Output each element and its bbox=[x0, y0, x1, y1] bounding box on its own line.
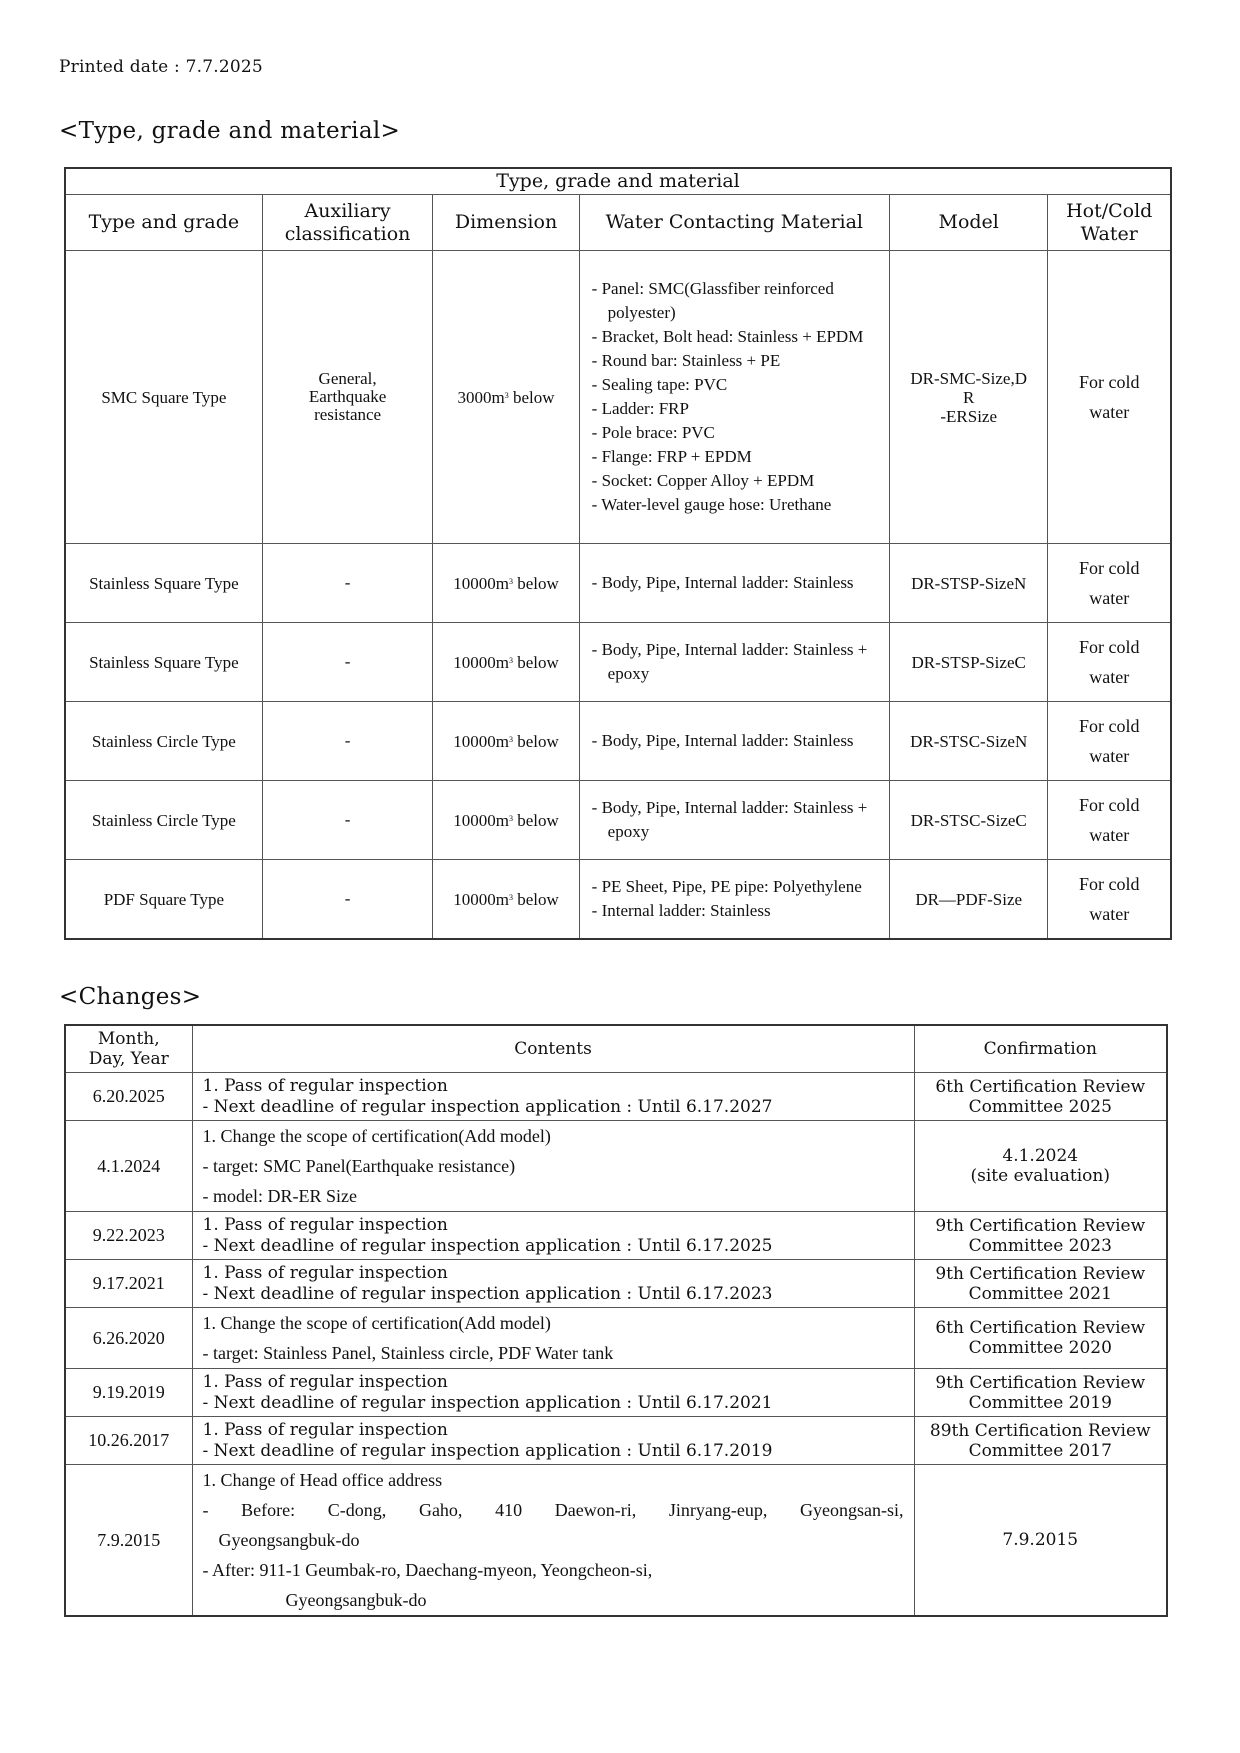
confirmation-line: Committee 2023 bbox=[968, 1235, 1112, 1256]
contents-line: 1. Change the scope of certification(Add model) bbox=[202, 1313, 551, 1333]
header-type-and-grade: Type and grade bbox=[65, 195, 262, 251]
cubic-superscript: 3 bbox=[509, 813, 513, 823]
type-and-grade-cell: Stainless Circle Type bbox=[65, 781, 262, 860]
type-grade-material-table bbox=[64, 167, 1172, 940]
table-row bbox=[65, 1212, 1167, 1260]
header-contents: Contents bbox=[192, 1025, 914, 1073]
material-line: - Pole brace: PVC bbox=[591, 423, 715, 442]
model-line: R bbox=[963, 387, 975, 407]
contents-line: - model: DR-ER Size bbox=[202, 1186, 357, 1206]
contents-cell bbox=[192, 1121, 914, 1212]
contents-line: 1. Pass of regular inspection bbox=[202, 1371, 448, 1392]
contents-line: - Before: C-dong, Gaho, 410 Daewon-ri, Jinryang-eup, Gyeongsan-si, bbox=[202, 1500, 904, 1520]
confirmation-line: Committee 2021 bbox=[968, 1283, 1112, 1304]
section-title-type-grade-material: <Type, grade and material> bbox=[59, 118, 401, 144]
confirmation-cell bbox=[914, 1465, 1167, 1617]
contents-line: 1. Change of Head office address bbox=[202, 1470, 443, 1490]
table-row bbox=[65, 702, 1171, 781]
material-line: - Body, Pipe, Internal ladder: Stainless bbox=[591, 731, 854, 750]
changes-table bbox=[64, 1024, 1168, 1617]
type-and-grade-cell: Stainless Square Type bbox=[65, 623, 262, 702]
cubic-superscript: 3 bbox=[504, 390, 509, 400]
date-cell: 9.22.2023 bbox=[65, 1212, 192, 1260]
header-hot-cold-water: Hot/Cold Water bbox=[1048, 195, 1171, 251]
material-line: - Socket: Copper Alloy + EPDM bbox=[591, 471, 815, 490]
auxiliary-classification-cell bbox=[262, 860, 433, 940]
contents-cell bbox=[192, 1465, 914, 1617]
contents-line: - target: Stainless Panel, Stainless circle, PDF Water tank bbox=[202, 1343, 614, 1363]
table-caption: Type, grade and material bbox=[65, 168, 1171, 195]
confirmation-cell bbox=[914, 1369, 1167, 1417]
aux-line: - bbox=[344, 652, 351, 671]
model-line: -ERSize bbox=[940, 406, 998, 426]
dimension-cell: $3000m^3$ below bbox=[433, 251, 579, 544]
auxiliary-classification-cell bbox=[262, 781, 433, 860]
confirmation-line: 9th Certification Review bbox=[935, 1372, 1146, 1393]
contents-line: 1. Pass of regular inspection bbox=[202, 1419, 448, 1440]
table-row bbox=[65, 1073, 1167, 1121]
contents-cell bbox=[192, 1417, 914, 1465]
material-line: - Body, Pipe, Internal ladder: Stainless + epoxy bbox=[591, 798, 868, 841]
contents-cell bbox=[192, 1073, 914, 1121]
table-row bbox=[65, 1369, 1167, 1417]
table-row bbox=[65, 1308, 1167, 1369]
table-row bbox=[65, 1121, 1167, 1212]
material-line: - Body, Pipe, Internal ladder: Stainless bbox=[591, 573, 854, 592]
confirmation-line: 9th Certification Review bbox=[935, 1263, 1146, 1284]
water-contacting-material-cell bbox=[579, 251, 889, 544]
model-line: DR-STSC-SizeC bbox=[910, 810, 1027, 830]
model-cell bbox=[889, 860, 1047, 940]
hot-cold-water-cell: For cold water bbox=[1048, 623, 1171, 702]
contents-cell bbox=[192, 1260, 914, 1308]
aux-line: General, bbox=[318, 369, 377, 388]
contents-line: - After: 911-1 Geumbak-ro, Daechang-myeon, Yeongcheon-si, bbox=[202, 1560, 653, 1580]
confirmation-line: 9th Certification Review bbox=[935, 1215, 1146, 1236]
contents-line: 1. Pass of regular inspection bbox=[202, 1214, 448, 1235]
type-and-grade-cell: SMC Square Type bbox=[65, 251, 262, 544]
confirmation-line: Committee 2019 bbox=[968, 1392, 1112, 1413]
water-contacting-material-cell bbox=[579, 702, 889, 781]
date-cell: 7.9.2015 bbox=[65, 1465, 192, 1617]
contents-line: 1. Change the scope of certification(Add model) bbox=[202, 1126, 551, 1146]
confirmation-line: Committee 2017 bbox=[968, 1440, 1112, 1461]
water-contacting-material-cell bbox=[579, 544, 889, 623]
confirmation-cell bbox=[914, 1121, 1167, 1212]
hot-cold-water-cell: For cold water bbox=[1048, 702, 1171, 781]
confirmation-line: 7.9.2015 bbox=[1002, 1530, 1079, 1550]
water-contacting-material-cell bbox=[579, 623, 889, 702]
contents-line: Gyeongsangbuk-do bbox=[218, 1530, 360, 1550]
hot-cold-water-cell: For cold water bbox=[1048, 251, 1171, 544]
material-line: - Panel: SMC(Glassfiber reinforced polyester) bbox=[591, 279, 834, 322]
contents-cell bbox=[192, 1212, 914, 1260]
contents-line: - Next deadline of regular inspection application : Until 6.17.2019 bbox=[202, 1440, 773, 1461]
hot-cold-water-cell: For cold water bbox=[1048, 860, 1171, 940]
material-line: - Bracket, Bolt head: Stainless + EPDM bbox=[591, 327, 864, 346]
header-date: Month, Day, Year bbox=[65, 1025, 192, 1073]
table-row bbox=[65, 544, 1171, 623]
dimension-cell: $10000m^3$ below bbox=[433, 781, 579, 860]
date-cell: 4.1.2024 bbox=[65, 1121, 192, 1212]
contents-cell bbox=[192, 1369, 914, 1417]
contents-line: - Next deadline of regular inspection application : Until 6.17.2025 bbox=[202, 1235, 773, 1256]
table-row bbox=[65, 781, 1171, 860]
material-line: - Internal ladder: Stainless bbox=[591, 901, 771, 920]
table-row bbox=[65, 1260, 1167, 1308]
table-row bbox=[65, 1417, 1167, 1465]
contents-line: - target: SMC Panel(Earthquake resistance) bbox=[202, 1156, 516, 1176]
aux-line: - bbox=[344, 810, 351, 829]
table-row bbox=[65, 1465, 1167, 1617]
cubic-superscript: 3 bbox=[509, 576, 513, 586]
aux-line: resistance bbox=[314, 405, 382, 424]
model-line: DR—PDF-Size bbox=[915, 889, 1023, 909]
confirmation-line: 6th Certification Review bbox=[935, 1076, 1146, 1097]
model-cell bbox=[889, 251, 1047, 544]
hot-cold-water-cell: For cold water bbox=[1048, 781, 1171, 860]
contents-line: - Next deadline of regular inspection application : Until 6.17.2021 bbox=[202, 1392, 773, 1413]
date-cell: 6.20.2025 bbox=[65, 1073, 192, 1121]
type-and-grade-cell: Stainless Square Type bbox=[65, 544, 262, 623]
auxiliary-classification-cell bbox=[262, 251, 433, 544]
type-and-grade-cell: PDF Square Type bbox=[65, 860, 262, 940]
confirmation-cell bbox=[914, 1417, 1167, 1465]
material-line: - Body, Pipe, Internal ladder: Stainless + epoxy bbox=[591, 640, 868, 683]
aux-line: - bbox=[344, 573, 351, 592]
model-line: DR-STSC-SizeN bbox=[910, 731, 1028, 751]
header-confirmation: Confirmation bbox=[914, 1025, 1167, 1073]
auxiliary-classification-cell bbox=[262, 623, 433, 702]
confirmation-cell bbox=[914, 1260, 1167, 1308]
cubic-superscript: 3 bbox=[509, 734, 513, 744]
confirmation-line: Committee 2020 bbox=[968, 1338, 1112, 1358]
cubic-superscript: 3 bbox=[509, 655, 513, 665]
material-line: - Sealing tape: PVC bbox=[591, 375, 728, 394]
confirmation-line: (site evaluation) bbox=[970, 1166, 1110, 1186]
model-cell bbox=[889, 702, 1047, 781]
material-line: - Round bar: Stainless + PE bbox=[591, 351, 781, 370]
hot-cold-water-cell: For cold water bbox=[1048, 544, 1171, 623]
table-row bbox=[65, 623, 1171, 702]
water-contacting-material-cell bbox=[579, 781, 889, 860]
auxiliary-classification-cell bbox=[262, 544, 433, 623]
contents-line: 1. Pass of regular inspection bbox=[202, 1262, 448, 1283]
type-and-grade-cell: Stainless Circle Type bbox=[65, 702, 262, 781]
dimension-cell: $10000m^3$ below bbox=[433, 623, 579, 702]
model-cell bbox=[889, 623, 1047, 702]
confirmation-cell bbox=[914, 1308, 1167, 1369]
confirmation-line: 4.1.2024 bbox=[1002, 1146, 1079, 1166]
auxiliary-classification-cell bbox=[262, 702, 433, 781]
header-water-contacting-material: Water Contacting Material bbox=[579, 195, 889, 251]
material-line: - Water-level gauge hose: Urethane bbox=[591, 495, 832, 514]
material-line: - Ladder: FRP bbox=[591, 399, 689, 418]
header-dimension: Dimension bbox=[433, 195, 579, 251]
confirmation-line: 89th Certification Review bbox=[929, 1420, 1151, 1441]
model-line: DR-STSP-SizeN bbox=[911, 573, 1027, 593]
contents-line: - Next deadline of regular inspection application : Until 6.17.2027 bbox=[202, 1096, 773, 1117]
dimension-cell: $10000m^3$ below bbox=[433, 702, 579, 781]
aux-line: - bbox=[344, 889, 351, 908]
material-line: - PE Sheet, Pipe, PE pipe: Polyethylene bbox=[591, 877, 862, 896]
cubic-superscript: 3 bbox=[509, 892, 513, 902]
aux-line: - bbox=[344, 731, 351, 750]
table-row bbox=[65, 860, 1171, 940]
model-cell bbox=[889, 781, 1047, 860]
contents-line: 1. Pass of regular inspection bbox=[202, 1075, 448, 1096]
table-row bbox=[65, 251, 1171, 544]
header-model: Model bbox=[889, 195, 1047, 251]
model-cell bbox=[889, 544, 1047, 623]
header-auxiliary-classification: Auxiliary classification bbox=[262, 195, 433, 251]
water-contacting-material-cell bbox=[579, 860, 889, 940]
contents-cell bbox=[192, 1308, 914, 1369]
date-cell: 9.17.2021 bbox=[65, 1260, 192, 1308]
contents-line: - Next deadline of regular inspection application : Until 6.17.2023 bbox=[202, 1283, 773, 1304]
confirmation-cell bbox=[914, 1212, 1167, 1260]
confirmation-line: Committee 2025 bbox=[968, 1096, 1112, 1117]
date-cell: 6.26.2020 bbox=[65, 1308, 192, 1369]
material-line: - Flange: FRP + EPDM bbox=[591, 447, 752, 466]
model-line: DR-STSP-SizeC bbox=[911, 652, 1026, 672]
model-line: DR-SMC-Size,D bbox=[910, 368, 1028, 388]
confirmation-line: 6th Certification Review bbox=[935, 1318, 1146, 1338]
date-cell: 10.26.2017 bbox=[65, 1417, 192, 1465]
dimension-cell: $10000m^3$ below bbox=[433, 860, 579, 940]
dimension-cell: $10000m^3$ below bbox=[433, 544, 579, 623]
contents-line: Gyeongsangbuk-do bbox=[285, 1590, 427, 1610]
printed-date: Printed date : 7.7.2025 bbox=[59, 57, 263, 77]
confirmation-cell bbox=[914, 1073, 1167, 1121]
date-cell: 9.19.2019 bbox=[65, 1369, 192, 1417]
aux-line: Earthquake bbox=[308, 387, 387, 406]
section-title-changes: <Changes> bbox=[59, 984, 202, 1010]
